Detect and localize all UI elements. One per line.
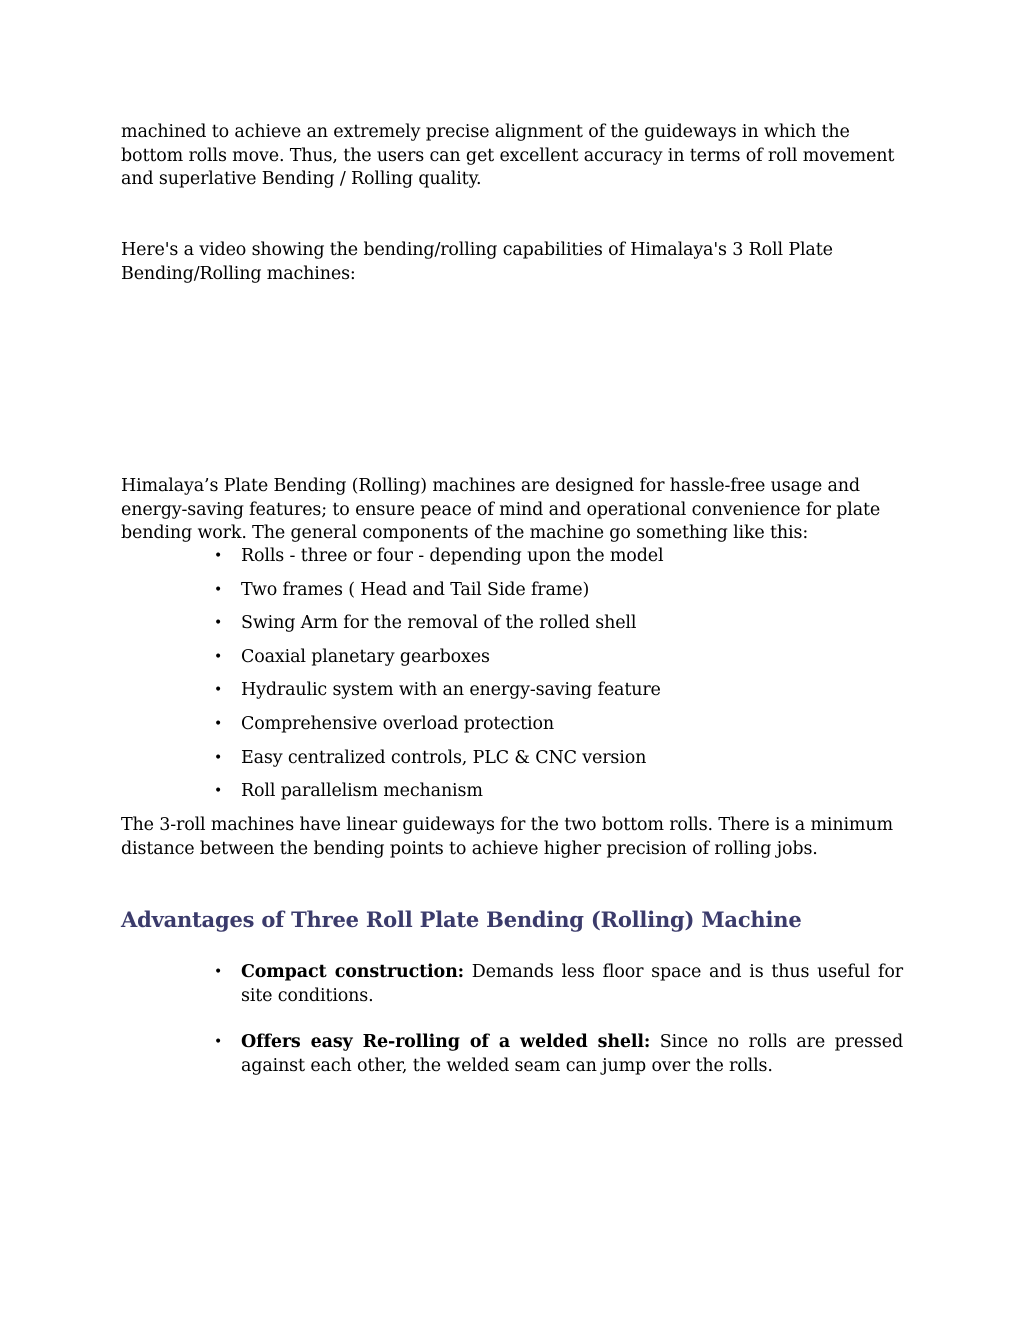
guideways-paragraph: The 3-roll machines have linear guideways for the two bottom rolls. There is a minimum distance between the bending points to achieve higher precision of rolling jobs. <box>121 815 893 859</box>
advantage-text: Since no rolls are pressed against each other, the welded seam can jump over the rolls. <box>241 1032 903 1076</box>
list-item <box>121 646 911 680</box>
list-item-text: Swing Arm for the removal of the rolled shell <box>241 613 637 634</box>
advantage-item <box>121 1031 903 1078</box>
list-item <box>121 747 911 781</box>
advantage-title: Compact construction: <box>241 962 464 982</box>
advantages-list-1 <box>121 961 903 1008</box>
list-item <box>121 780 911 814</box>
advantages-list-2 <box>121 1031 903 1078</box>
bullet-icon: • <box>214 648 223 665</box>
components-list <box>121 545 911 814</box>
bullet-icon: • <box>214 548 223 564</box>
list-item-text: Hydraulic system with an energy-saving feature <box>241 680 661 701</box>
list-item <box>121 679 911 713</box>
list-item-text: Easy centralized controls, PLC & CNC version <box>241 747 647 768</box>
design-paragraph: Himalaya’s Plate Bending (Rolling) machines are designed for hassle-free usage and energy-saving features; to ensure peace of mind and operational convenience for plate bending work. The general components of the machine go something like this: <box>121 476 881 543</box>
intro-paragraph: machined to achieve an extremely precise alignment of the guideways in which the bottom rolls move. Thus, the users can get excellent accuracy in terms of roll movement and superlative Bending / Rolling quality. <box>121 122 895 189</box>
list-item-text: Comprehensive overload protection <box>241 713 554 734</box>
bullet-icon: • <box>214 749 223 766</box>
list-item <box>121 545 911 579</box>
advantage-title: Offers easy Re-rolling of a welded shell: <box>241 1032 651 1052</box>
bullet-icon: • <box>214 964 223 980</box>
bullet-icon: • <box>214 682 223 699</box>
bullet-icon: • <box>214 783 223 800</box>
list-item <box>121 612 911 646</box>
list-item <box>121 713 911 747</box>
advantage-item <box>121 961 903 1008</box>
list-item <box>121 579 911 613</box>
list-item-text: Coaxial planetary gearboxes <box>241 646 490 667</box>
list-item-text: Rolls - three or four - depending upon the model <box>241 546 664 566</box>
list-item-text: Roll parallelism mechanism <box>241 781 483 802</box>
video-intro-paragraph: Here's a video showing the bending/rolling capabilities of Himalaya's 3 Roll Plate Bending/Rolling machines: <box>121 240 833 284</box>
bullet-icon: • <box>214 1034 223 1050</box>
advantages-heading: Advantages of Three Roll Plate Bending (Rolling) Machine <box>121 907 802 932</box>
bullet-icon: • <box>214 581 223 598</box>
list-item-text: Two frames ( Head and Tail Side frame) <box>241 579 590 600</box>
advantage-text: Demands less floor space and is thus useful for site conditions. <box>241 962 903 1006</box>
bullet-icon: • <box>214 615 223 632</box>
bullet-icon: • <box>214 715 223 732</box>
